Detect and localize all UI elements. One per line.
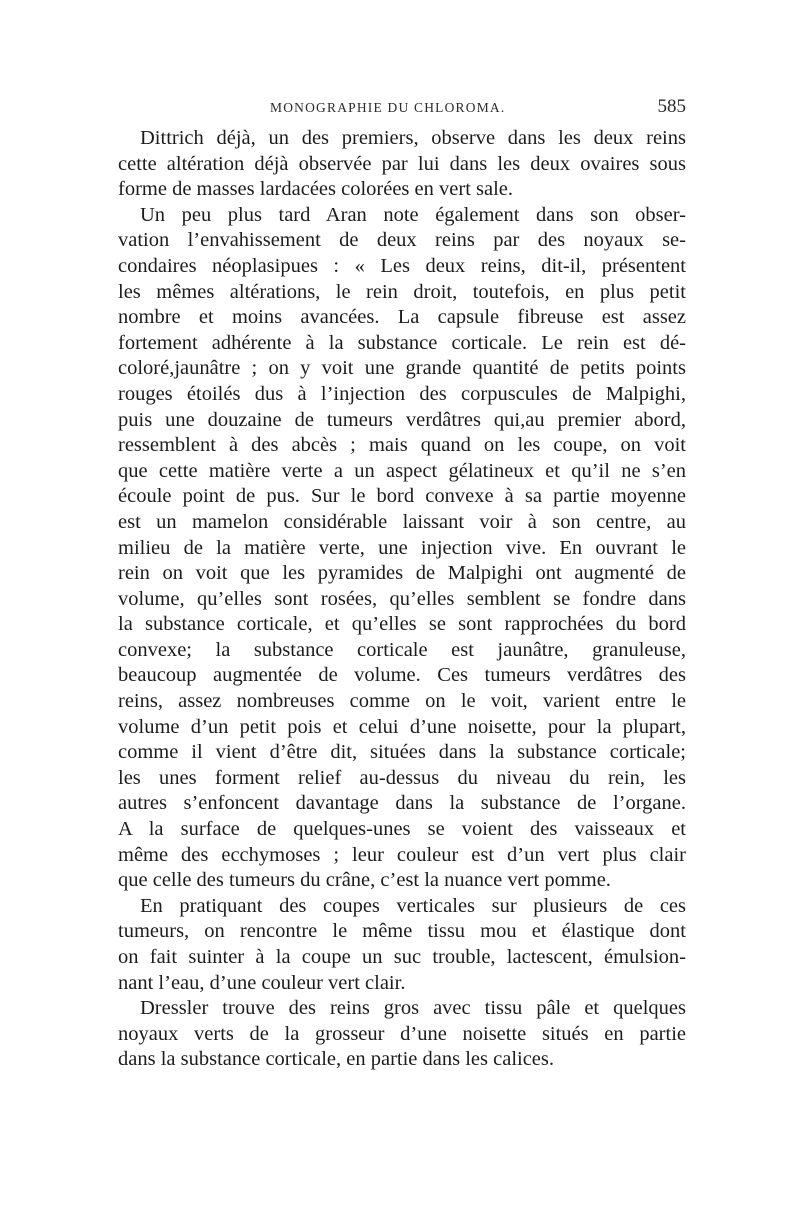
text-line: que celle des tumeurs du crâne, c’est la nuance vert pomme. <box>118 869 611 892</box>
text-line: nant l’eau, d’une couleur vert clair. <box>118 971 406 994</box>
text-line: ressemblent à des abcès ; mais quand on les coupe, on voit <box>118 434 686 457</box>
text-line: puis une douzaine de tumeurs verdâtres qui,au premier abord, <box>118 408 686 431</box>
text-line: reins, assez nombreuses comme on le voit, varient entre le <box>118 690 686 713</box>
text-line: beaucoup augmentée de volume. Ces tumeurs verdâtres des <box>118 664 686 687</box>
text-line: même des ecchymoses ; leur couleur est d’un vert plus clair <box>118 843 686 866</box>
text-line: volume, qu’elles sont rosées, qu’elles semblent se fondre dans <box>118 587 686 610</box>
text-line: volume d’un petit pois et celui d’une noisette, pour la plupart, <box>118 715 686 738</box>
text-line: noyaux verts de la grosseur d’une noisette situés en partie <box>118 1022 686 1045</box>
text-line: les mêmes altérations, le rein droit, toutefois, en plus petit <box>118 280 686 303</box>
text-line: rouges étoilés dus à l’injection des corpuscules de Malpighi, <box>118 382 686 405</box>
text-line: fortement adhérente à la substance corticale. Le rein est dé- <box>118 331 686 354</box>
text-line: condaires néoplasipues : « Les deux reins, dit-il, présentent <box>118 254 686 277</box>
text-line: tumeurs, on rencontre le même tissu mou et élastique dont <box>118 920 686 943</box>
text-line: nombre et moins avancées. La capsule fibreuse est assez <box>118 306 686 329</box>
text-line: que cette matière verte a un aspect gélatineux et qu’il ne s’en <box>118 459 686 482</box>
text-line: A la surface de quelques-unes se voient des vaisseaux et <box>118 818 686 841</box>
text-line: milieu de la matière verte, une injection vive. En ouvrant le <box>118 536 686 559</box>
text-line: les unes forment relief au-dessus du niveau du rein, les <box>118 766 686 789</box>
text-line: Un peu plus tard Aran note également dans son obser- <box>140 203 686 226</box>
text-line: rein on voit que les pyramides de Malpighi ont augmenté de <box>118 562 686 585</box>
body-text <box>118 126 686 1073</box>
text-line: En pratiquant des coupes verticales sur plusieurs de ces <box>140 894 686 917</box>
text-line: la substance corticale, et qu’elles se sont rapprochées du bord <box>118 613 686 636</box>
page-number: 585 <box>657 96 686 117</box>
page-header <box>118 96 686 120</box>
running-title: MONOGRAPHIE DU CHLOROMA. <box>270 100 506 115</box>
text-line: dans la substance corticale, en partie dans les calices. <box>118 1048 555 1071</box>
text-line: Dittrich déjà, un des premiers, observe dans les deux reins <box>140 127 686 149</box>
text-line: Dressler trouve des reins gros avec tissu pâle et quelques <box>140 997 686 1020</box>
text-line: comme il vient d’être dit, situées dans la substance corticale; <box>118 741 686 764</box>
text-line: on fait suinter à la coupe un suc trouble, lactescent, émulsion- <box>118 946 686 968</box>
text-line: autres s’enfoncent davantage dans la substance de l’organe. <box>118 792 686 815</box>
text-line: forme de masses lardacées colorées en vert sale. <box>118 178 514 201</box>
text-line: vation l’envahissement de deux reins par des noyaux se- <box>118 229 686 252</box>
text-line: convexe; la substance corticale est jaunâtre, granuleuse, <box>118 638 686 661</box>
text-line: écoule point de pus. Sur le bord convexe à sa partie moyenne <box>118 485 686 508</box>
text-line: cette altération déjà observée par lui dans les deux ovaires sous <box>118 152 686 175</box>
text-line: est un mamelon considérable laissant voir à son centre, au <box>118 510 686 533</box>
text-line: coloré,jaunâtre ; on y voit une grande quantité de petits points <box>118 357 686 380</box>
